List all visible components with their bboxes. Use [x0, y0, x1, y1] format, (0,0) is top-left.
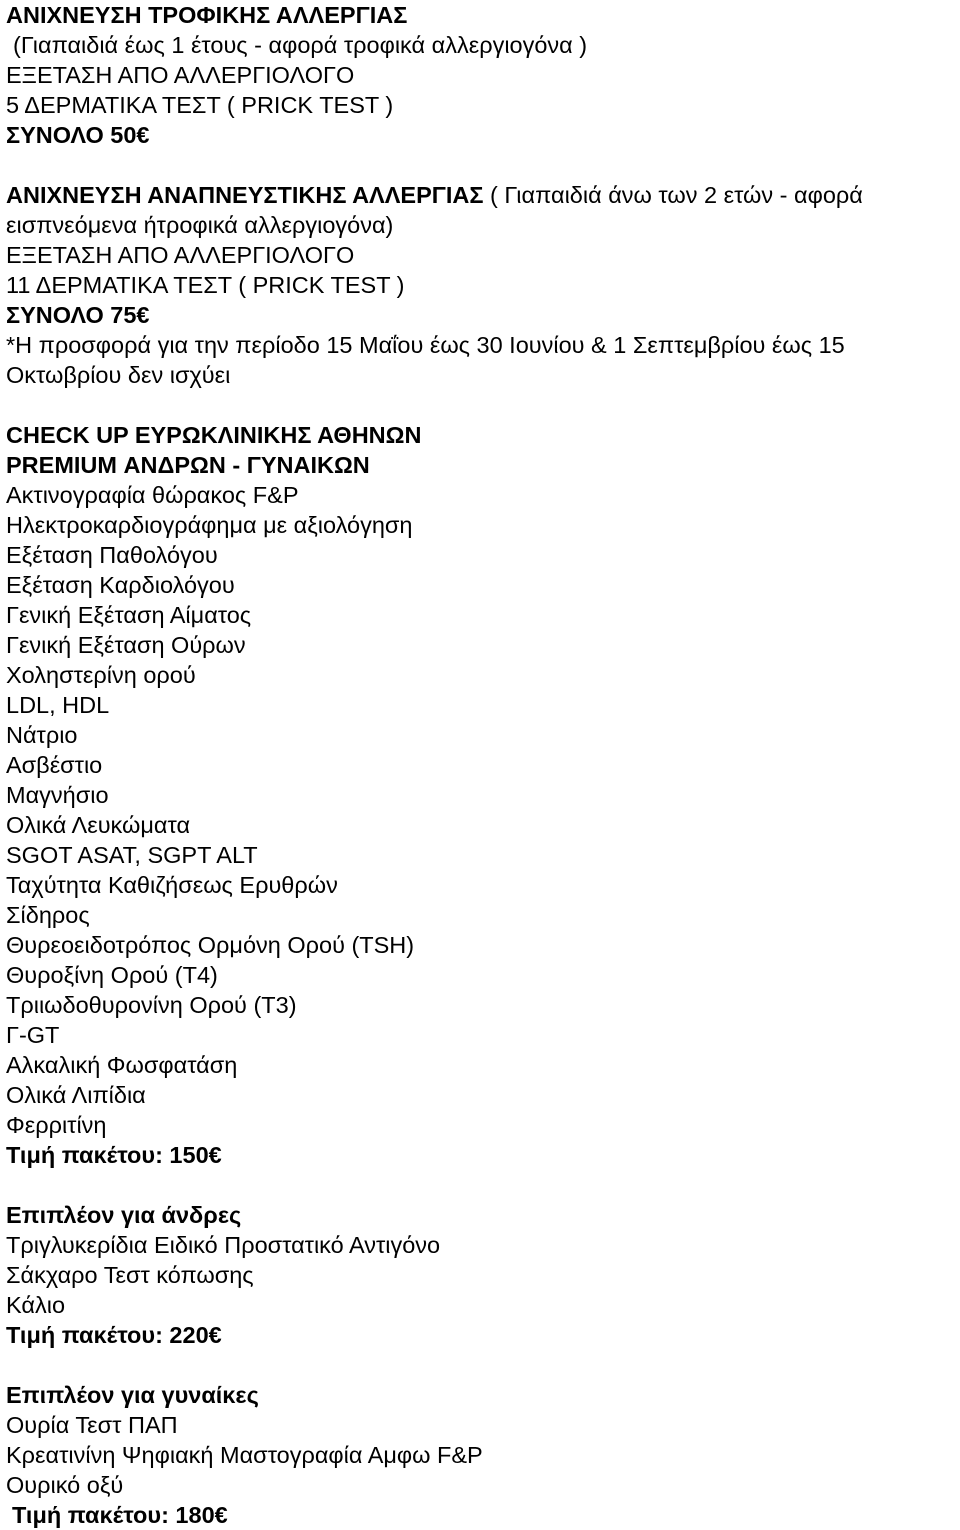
checkup-title-1: CHECK UP ΕΥΡΩΚΛΙΝΙΚΗΣ ΑΘΗΝΩΝ	[6, 422, 422, 448]
checkup-section	[6, 420, 960, 1170]
list-item: Σίδηρος	[6, 902, 90, 928]
list-item: Γενική Εξέταση Αίματος	[6, 602, 252, 628]
checkup-item-list	[6, 480, 960, 1140]
checkup-title-2: PREMIUM ΑΝΔΡΩΝ - ΓΥΝΑΙΚΩΝ	[6, 452, 370, 478]
list-item: Ολικά Λιπίδια	[6, 1082, 146, 1108]
list-item: Κάλιο	[6, 1292, 66, 1318]
food-allergy-section	[6, 0, 960, 150]
women-extra-title: Επιπλέον για γυναίκες	[6, 1382, 259, 1408]
list-item: Τριιωδοθυρονίνη Ορού (T3)	[6, 992, 297, 1018]
spacer	[6, 1350, 960, 1380]
respiratory-allergy-title	[6, 180, 960, 210]
list-item: Ασβέστιο	[6, 752, 103, 778]
list-item: Θυροξίνη Ορού (T4)	[6, 962, 218, 988]
list-item: Γ-GT	[6, 1022, 60, 1048]
list-item: Τριγλυκερίδια Ειδικό Προστατικό Αντιγόνο	[6, 1232, 441, 1258]
list-item: LDL, HDL	[6, 692, 110, 718]
list-item: Ταχύτητα Καθιζήσεως Ερυθρών	[6, 872, 338, 898]
list-item: Χοληστερίνη ορού	[6, 662, 196, 688]
spacer	[6, 150, 960, 180]
list-item: Ηλεκτροκαρδιογράφημα με αξιολόγηση	[6, 512, 413, 538]
list-item: Γενική Εξέταση Ούρων	[6, 632, 246, 658]
list-item: Θυρεοειδοτρόπος Ορμόνη Ορού (TSH)	[6, 932, 415, 958]
food-allergy-line-2: 5 ΔΕΡΜΑΤΙΚΑ ΤΕΣΤ ( PRICK TEST )	[6, 92, 394, 118]
list-item: Αλκαλική Φωσφατάση	[6, 1052, 238, 1078]
list-item: Νάτριο	[6, 722, 78, 748]
food-allergy-title: ΑΝΙΧΝΕΥΣΗ ΤΡΟΦΙΚΗΣ ΑΛΛΕΡΓΙΑΣ	[6, 2, 408, 28]
respiratory-allergy-total: ΣΥΝΟΛΟ 75€	[6, 302, 150, 328]
list-item: Ουρικό οξύ	[6, 1472, 124, 1498]
men-extra-title: Επιπλέον για άνδρες	[6, 1202, 242, 1228]
women-extra-price: Τιμή πακέτου: 180€	[12, 1502, 228, 1528]
women-extra-section	[6, 1380, 960, 1530]
list-item: Ουρία Τεστ ΠΑΠ	[6, 1412, 178, 1438]
food-allergy-line-1: ΕΞΕΤΑΣΗ ΑΠΟ ΑΛΛΕΡΓΙΟΛΟΓΟ	[6, 62, 355, 88]
spacer	[6, 390, 960, 420]
spacer	[6, 1170, 960, 1200]
list-item: Ολικά Λευκώματα	[6, 812, 191, 838]
respiratory-allergy-title-rest: ( Γιαπαιδιά άνω των 2 ετών - αφορά	[483, 182, 863, 208]
food-allergy-subtitle: (Γιαπαιδιά έως 1 έτους - αφορά τροφικά αλλεργιογόνα )	[13, 32, 588, 58]
checkup-price: Τιμή πακέτου: 150€	[6, 1142, 222, 1168]
respiratory-allergy-line-2: 11 ΔΕΡΜΑΤΙΚΑ ΤΕΣΤ ( PRICK TEST )	[6, 272, 405, 298]
men-extra-section	[6, 1200, 960, 1350]
list-item: Ακτινογραφία θώρακος F&P	[6, 482, 299, 508]
respiratory-allergy-title-cont: εισπνεόμενα ήτροφικά αλλεργιογόνα)	[6, 212, 394, 238]
men-extra-price: Τιμή πακέτου: 220€	[6, 1322, 222, 1348]
respiratory-allergy-title-bold: ΑΝΙΧΝΕΥΣΗ ΑΝΑΠΝΕΥΣΤΙΚΗΣ ΑΛΛΕΡΓΙΑΣ	[6, 182, 484, 208]
food-allergy-total: ΣΥΝΟΛΟ 50€	[6, 122, 150, 148]
list-item: Εξέταση Παθολόγου	[6, 542, 218, 568]
respiratory-allergy-line-1: ΕΞΕΤΑΣΗ ΑΠΟ ΑΛΛΕΡΓΙΟΛΟΓΟ	[6, 242, 355, 268]
respiratory-allergy-section	[6, 180, 960, 390]
offer-note-line-1: *Η προσφορά για την περίοδο 15 Μαΐου έως 30 Ιουνίου & 1 Σεπτεμβρίου έως 15	[6, 332, 845, 358]
list-item: Εξέταση Καρδιολόγου	[6, 572, 235, 598]
list-item: Μαγνήσιο	[6, 782, 109, 808]
list-item: Φερριτίνη	[6, 1112, 107, 1138]
offer-note-line-2: Οκτωβρίου δεν ισχύει	[6, 362, 231, 388]
list-item: Σάκχαρο Τεστ κόπωσης	[6, 1262, 254, 1288]
list-item: SGOT ASAT, SGPT ALT	[6, 842, 258, 868]
list-item: Κρεατινίνη Ψηφιακή Μαστογραφία Αμφω F&P	[6, 1442, 483, 1468]
